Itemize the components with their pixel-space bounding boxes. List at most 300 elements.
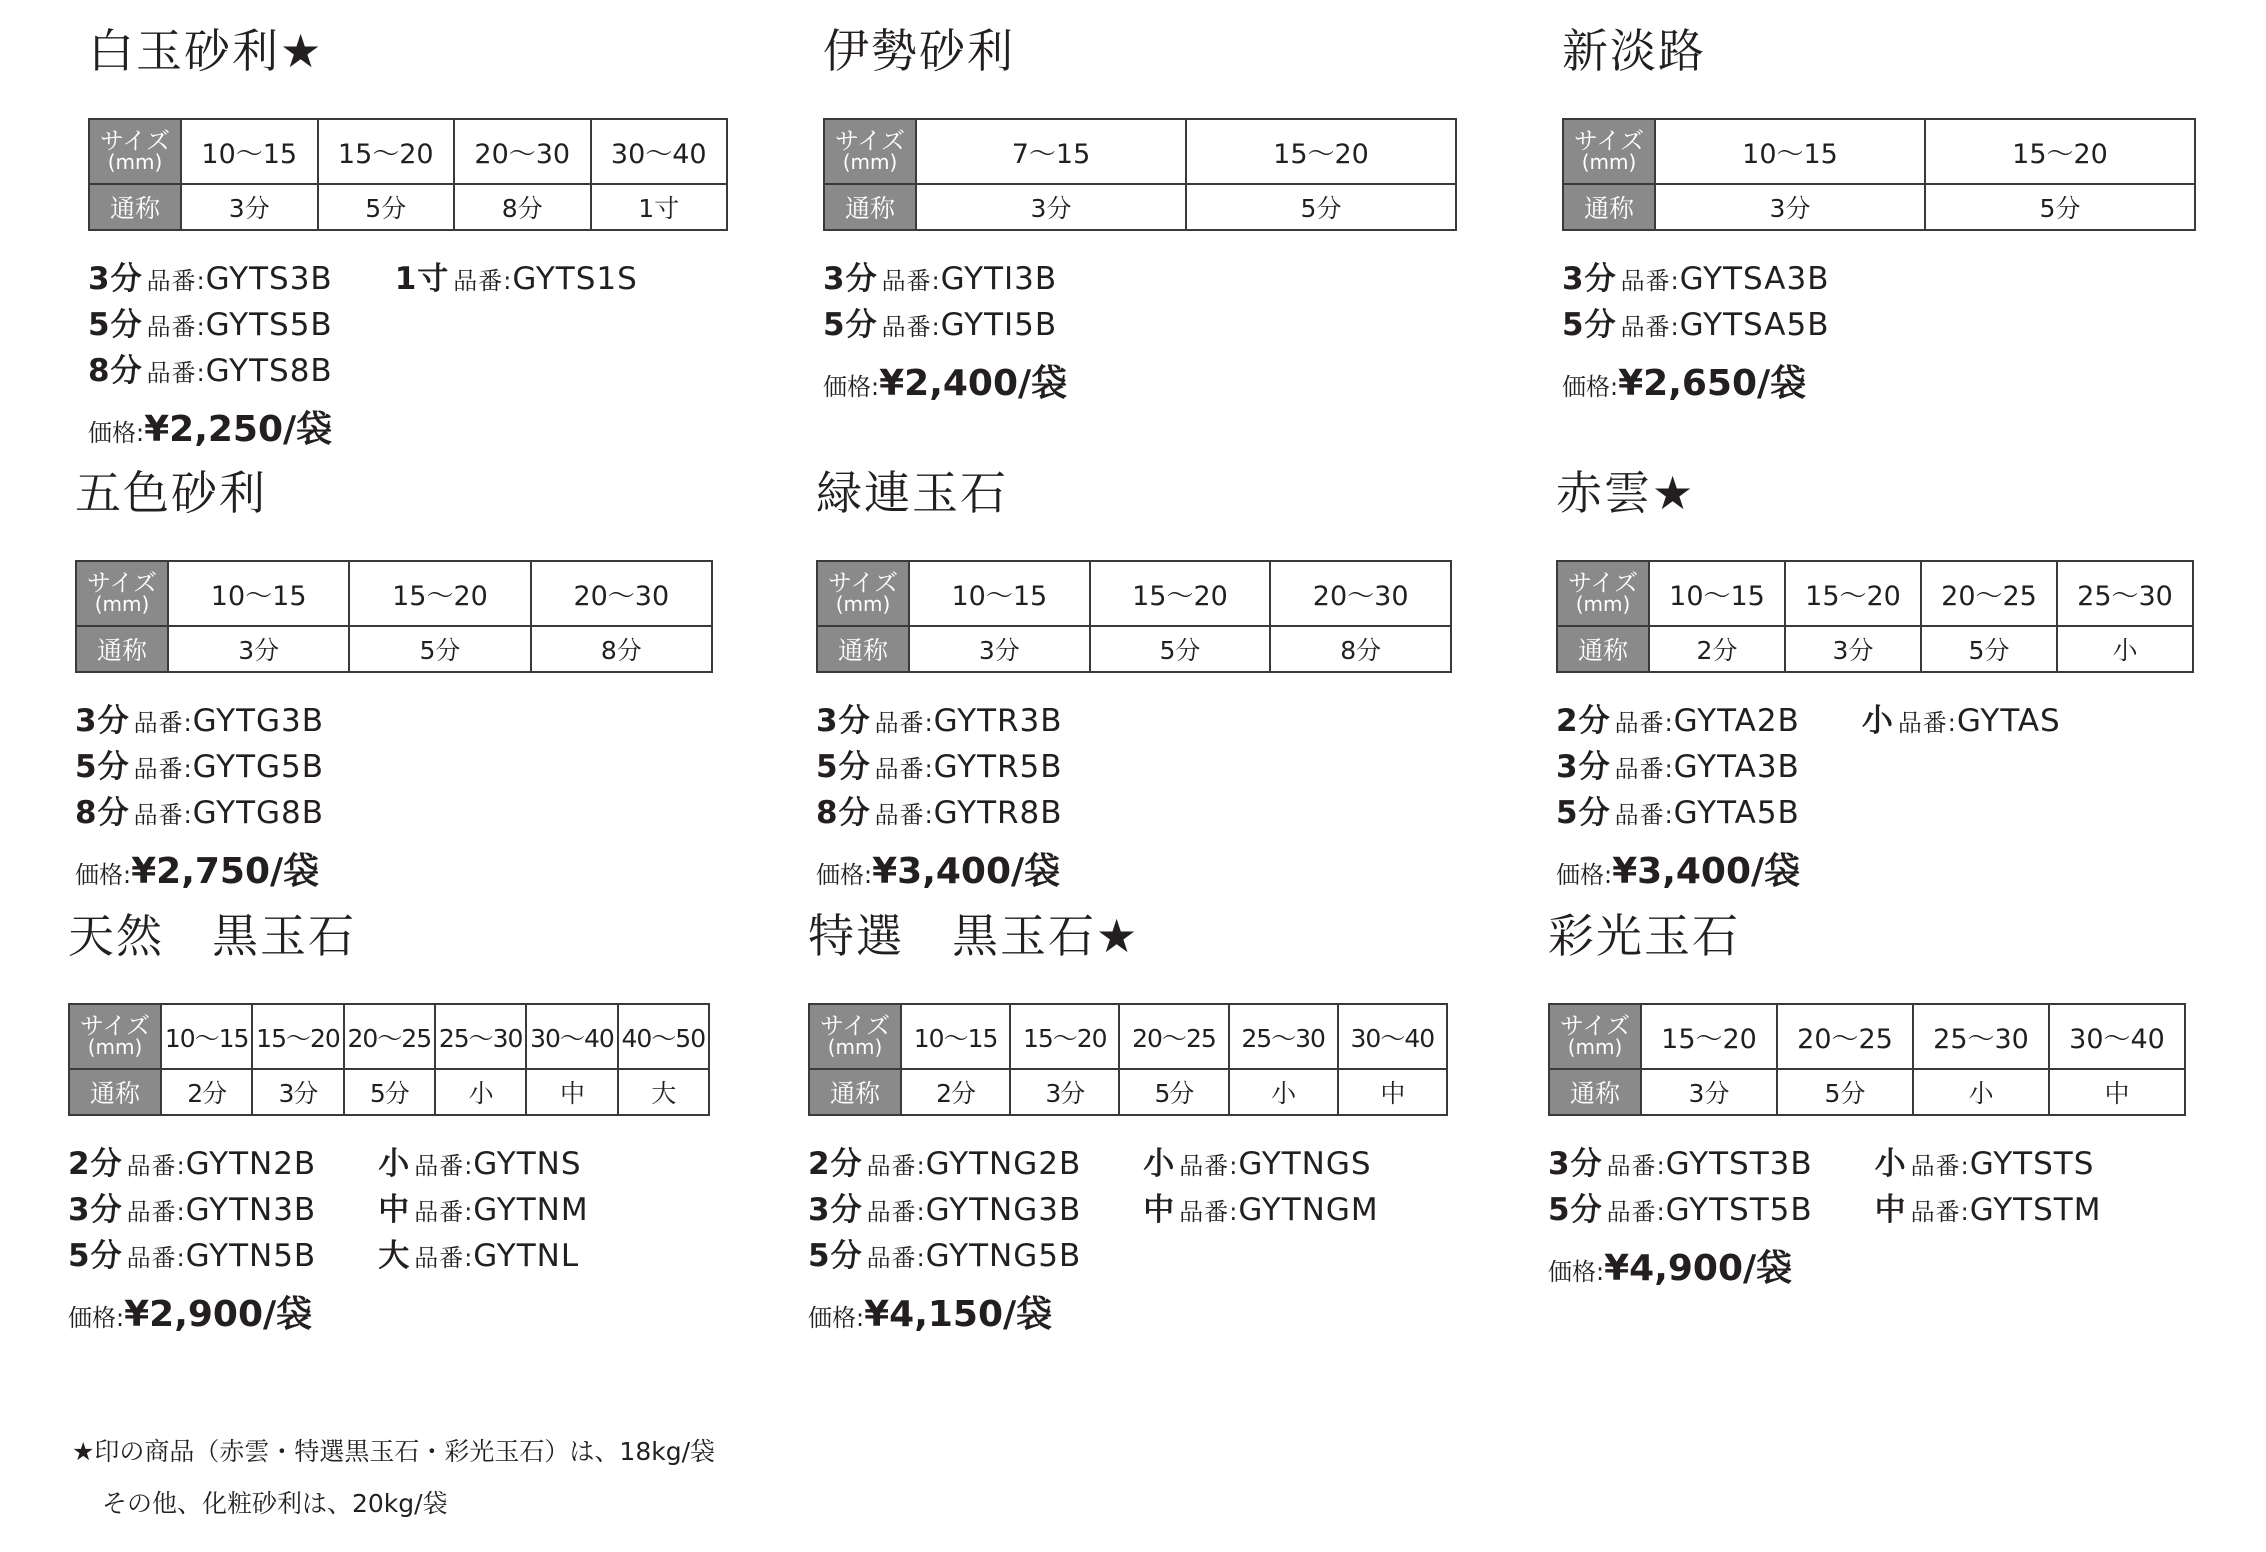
- code-line: [816, 745, 1063, 791]
- code-size: 5分: [68, 1238, 123, 1274]
- code-column: [1562, 257, 1829, 349]
- spec-row-name: [1557, 626, 2193, 672]
- size-header-label: サイズ: [1567, 568, 1639, 597]
- code-line: [75, 745, 324, 791]
- price-label: 価格:: [88, 419, 145, 447]
- code-column: [1862, 699, 2061, 837]
- product-title: 新淡路: [1562, 24, 1706, 78]
- code-value: GYTNL: [473, 1238, 580, 1274]
- code-size: 5分: [823, 307, 878, 343]
- code-size: 5分: [816, 749, 871, 785]
- code-line: [1556, 791, 1800, 837]
- code-value: GYTSTS: [1969, 1146, 2095, 1182]
- code-line: [808, 1234, 1081, 1280]
- size-header: [76, 561, 168, 626]
- size-cell: 15〜20: [1785, 561, 1921, 626]
- code-value: GYTSA3B: [1679, 261, 1830, 297]
- size-header-unit: (mm): [1575, 591, 1631, 616]
- code-line: [1143, 1142, 1378, 1188]
- price-label: 価格:: [1556, 861, 1613, 889]
- footnote-weight-other: その他、化粧砂利は、20kg/袋: [102, 1489, 448, 1518]
- code-size: 中: [378, 1192, 411, 1228]
- size-header-label: サイズ: [86, 568, 158, 597]
- name-cell: 3分: [252, 1069, 343, 1115]
- code-label: 品番:: [133, 709, 193, 737]
- code-value: GYTI3B: [940, 261, 1058, 297]
- price-label: 価格:: [68, 1304, 125, 1332]
- size-header-label: サイズ: [1573, 126, 1645, 155]
- price-label: 価格:: [75, 861, 132, 889]
- name-cell: 3分: [1655, 184, 1925, 230]
- code-line: [1875, 1142, 2102, 1188]
- product-title: 五色砂利: [75, 466, 267, 520]
- code-size: 大: [378, 1238, 411, 1274]
- name-header: 通称: [824, 184, 916, 230]
- size-cell: 10〜15: [1655, 119, 1925, 184]
- code-size: 3分: [75, 703, 130, 739]
- name-cell: 2分: [161, 1069, 252, 1115]
- size-cell: 20〜25: [1921, 561, 2057, 626]
- name-cell: 大: [618, 1069, 709, 1115]
- code-list: [88, 257, 738, 395]
- size-cell: 20〜30: [1270, 561, 1451, 626]
- size-cell: 20〜25: [1777, 1004, 1913, 1069]
- code-value: GYTG5B: [192, 749, 325, 785]
- code-line: [75, 791, 324, 837]
- code-line: [823, 257, 1057, 303]
- code-label: 品番:: [1606, 1152, 1666, 1180]
- product-block: [88, 24, 738, 452]
- code-value: GYTA5B: [1673, 795, 1800, 831]
- price-line: [1556, 843, 2206, 894]
- code-label: 品番:: [126, 1152, 186, 1180]
- spec-row-name: [89, 184, 727, 230]
- code-value: GYTNG5B: [925, 1238, 1082, 1274]
- code-size: 8分: [88, 353, 143, 389]
- product-title: 伊勢砂利: [823, 24, 1015, 78]
- price-line: [816, 843, 1466, 894]
- name-cell: 2分: [1649, 626, 1785, 672]
- code-size: 1寸: [394, 261, 450, 297]
- product-block: [1548, 909, 2198, 1291]
- price-line: [808, 1286, 1458, 1337]
- code-label: 品番:: [1614, 709, 1674, 737]
- spec-row-size: [1549, 1004, 2185, 1069]
- product-title: 特選 黒玉石★: [808, 909, 1140, 963]
- code-line: [808, 1188, 1081, 1234]
- code-size: 2分: [808, 1146, 863, 1182]
- code-size: 2分: [68, 1146, 123, 1182]
- code-label: 品番:: [414, 1244, 474, 1272]
- code-size: 3分: [816, 703, 871, 739]
- size-cell: 10〜15: [909, 561, 1090, 626]
- size-header: [1563, 119, 1655, 184]
- code-size: 5分: [75, 749, 130, 785]
- code-value: GYTAS: [1956, 703, 2061, 739]
- code-value: GYTG8B: [192, 795, 325, 831]
- code-value: GYTST5B: [1665, 1192, 1813, 1228]
- code-line: [378, 1188, 588, 1234]
- code-value: GYTSTM: [1969, 1192, 2102, 1228]
- size-cell: 30〜40: [1338, 1004, 1447, 1069]
- code-line: [1556, 745, 1800, 791]
- code-value: GYTS1S: [512, 261, 638, 297]
- code-label: 品番:: [866, 1152, 926, 1180]
- code-line: [68, 1188, 316, 1234]
- code-size: 5分: [1556, 795, 1611, 831]
- spec-row-size: [824, 119, 1456, 184]
- code-value: GYTN5B: [185, 1238, 317, 1274]
- code-label: 品番:: [1910, 1152, 1970, 1180]
- price-label: 価格:: [823, 373, 880, 401]
- price-value: ¥2,650/袋: [1618, 363, 1807, 404]
- code-column: [823, 257, 1057, 349]
- size-cell: 10〜15: [901, 1004, 1010, 1069]
- price-label: 価格:: [1548, 1258, 1605, 1286]
- price-value: ¥4,150/袋: [864, 1294, 1053, 1335]
- code-size: 5分: [1548, 1192, 1603, 1228]
- code-column: [1556, 699, 1800, 837]
- code-list: [1562, 257, 2212, 349]
- code-column: [395, 257, 638, 395]
- spec-table: [1548, 1003, 2186, 1116]
- name-header: 通称: [76, 626, 168, 672]
- spec-row-name: [69, 1069, 709, 1115]
- price-value: ¥2,400/袋: [879, 363, 1068, 404]
- name-cell: 2分: [901, 1069, 1010, 1115]
- size-cell: 15〜20: [1925, 119, 2195, 184]
- code-line: [1862, 699, 2061, 745]
- code-size: 8分: [816, 795, 871, 831]
- size-header-unit: (mm): [827, 1034, 883, 1059]
- code-size: 小: [1861, 703, 1894, 739]
- product-block: [1562, 24, 2212, 406]
- code-list: [1548, 1142, 2198, 1234]
- code-label: 品番:: [866, 1244, 926, 1272]
- price-line: [88, 401, 738, 452]
- name-cell: 5分: [1777, 1069, 1913, 1115]
- code-label: 品番:: [1620, 313, 1680, 341]
- spec-row-size: [1563, 119, 2195, 184]
- code-line: [1548, 1188, 1813, 1234]
- product-title: 緑連玉石: [816, 466, 1008, 520]
- spec-table: [75, 560, 713, 673]
- code-value: GYTNM: [473, 1192, 589, 1228]
- size-header-label: サイズ: [819, 1011, 891, 1040]
- name-cell: 5分: [1921, 626, 2057, 672]
- code-value: GYTNG3B: [925, 1192, 1082, 1228]
- code-label: 品番:: [881, 267, 941, 295]
- code-label: 品番:: [146, 313, 206, 341]
- code-label: 品番:: [133, 755, 193, 783]
- price-value: ¥2,750/袋: [131, 851, 320, 892]
- size-cell: 30〜40: [526, 1004, 617, 1069]
- code-label: 品番:: [1606, 1198, 1666, 1226]
- code-column: [68, 1142, 316, 1280]
- code-label: 品番:: [866, 1198, 926, 1226]
- price-value: ¥2,250/袋: [144, 409, 333, 450]
- size-header-unit: (mm): [1581, 149, 1637, 174]
- code-line: [1556, 699, 1800, 745]
- name-header: 通称: [89, 184, 181, 230]
- name-cell: 5分: [1119, 1069, 1228, 1115]
- product-block: [808, 909, 1458, 1337]
- name-cell: 8分: [531, 626, 712, 672]
- size-cell: 7〜15: [916, 119, 1186, 184]
- code-label: 品番:: [1179, 1152, 1239, 1180]
- code-size: 8分: [75, 795, 130, 831]
- price-line: [75, 843, 725, 894]
- code-label: 品番:: [126, 1244, 186, 1272]
- size-header: [809, 1004, 901, 1069]
- size-header: [1557, 561, 1649, 626]
- code-value: GYTS8B: [205, 353, 333, 389]
- name-cell: 中: [526, 1069, 617, 1115]
- code-label: 品番:: [874, 755, 934, 783]
- code-size: 5分: [1562, 307, 1617, 343]
- code-line: [1875, 1188, 2102, 1234]
- spec-row-name: [76, 626, 712, 672]
- name-cell: 5分: [349, 626, 530, 672]
- spec-table: [68, 1003, 710, 1116]
- name-cell: 3分: [168, 626, 349, 672]
- code-column: [75, 699, 324, 837]
- name-cell: 3分: [181, 184, 318, 230]
- size-cell: 15〜20: [1186, 119, 1456, 184]
- spec-row-size: [89, 119, 727, 184]
- price-line: [1548, 1240, 2198, 1291]
- product-title: 彩光玉石: [1548, 909, 1740, 963]
- price-value: ¥3,400/袋: [1612, 851, 1801, 892]
- code-value: GYTNS: [473, 1146, 582, 1182]
- code-label: 品番:: [146, 267, 206, 295]
- spec-row-size: [76, 561, 712, 626]
- code-column: [378, 1142, 588, 1280]
- size-cell: 15〜20: [252, 1004, 343, 1069]
- name-cell: 5分: [1925, 184, 2195, 230]
- code-value: GYTA3B: [1673, 749, 1800, 785]
- code-line: [823, 303, 1057, 349]
- code-size: 2分: [1556, 703, 1611, 739]
- code-label: 品番:: [1179, 1198, 1239, 1226]
- code-size: 5分: [808, 1238, 863, 1274]
- price-value: ¥2,900/袋: [124, 1294, 313, 1335]
- name-cell: 3分: [916, 184, 1186, 230]
- code-line: [808, 1142, 1081, 1188]
- spec-row-name: [1549, 1069, 2185, 1115]
- price-line: [823, 355, 1473, 406]
- code-value: GYTA2B: [1673, 703, 1800, 739]
- name-header: 通称: [817, 626, 909, 672]
- code-label: 品番:: [453, 267, 513, 295]
- name-cell: 8分: [1270, 626, 1451, 672]
- code-value: GYTS3B: [205, 261, 333, 297]
- size-header-unit: (mm): [94, 591, 150, 616]
- name-cell: 小: [1913, 1069, 2049, 1115]
- name-cell: 小: [1229, 1069, 1338, 1115]
- price-label: 価格:: [1562, 373, 1619, 401]
- code-value: GYTN2B: [185, 1146, 317, 1182]
- name-cell: 1寸: [591, 184, 728, 230]
- spec-row-name: [817, 626, 1451, 672]
- code-label: 品番:: [146, 359, 206, 387]
- code-value: GYTN3B: [185, 1192, 317, 1228]
- code-label: 品番:: [881, 313, 941, 341]
- name-cell: 5分: [1090, 626, 1271, 672]
- code-column: [88, 257, 333, 395]
- code-line: [88, 349, 333, 395]
- code-value: GYTG3B: [192, 703, 325, 739]
- code-list: [1556, 699, 2206, 837]
- name-header: 通称: [809, 1069, 901, 1115]
- price-line: [68, 1286, 718, 1337]
- spec-table: [823, 118, 1457, 231]
- spec-row-size: [817, 561, 1451, 626]
- size-cell: 30〜40: [591, 119, 728, 184]
- name-cell: 小: [435, 1069, 526, 1115]
- spec-row-size: [69, 1004, 709, 1069]
- code-column: [808, 1142, 1081, 1280]
- name-cell: 中: [2049, 1069, 2185, 1115]
- code-size: 3分: [1548, 1146, 1603, 1182]
- code-line: [816, 699, 1063, 745]
- code-size: 3分: [88, 261, 143, 297]
- code-line: [88, 257, 333, 303]
- size-cell: 15〜20: [1641, 1004, 1777, 1069]
- code-size: 5分: [88, 307, 143, 343]
- spec-row-size: [809, 1004, 1447, 1069]
- price-label: 価格:: [816, 861, 873, 889]
- size-cell: 10〜15: [1649, 561, 1785, 626]
- name-cell: 5分: [344, 1069, 435, 1115]
- code-size: 小: [378, 1146, 411, 1182]
- size-cell: 25〜30: [2057, 561, 2193, 626]
- code-column: [816, 699, 1063, 837]
- code-size: 3分: [1556, 749, 1611, 785]
- code-list: [816, 699, 1466, 837]
- name-cell: 3分: [1641, 1069, 1777, 1115]
- code-size: 3分: [808, 1192, 863, 1228]
- code-label: 品番:: [1614, 801, 1674, 829]
- code-label: 品番:: [1614, 755, 1674, 783]
- spec-row-name: [824, 184, 1456, 230]
- code-value: GYTNG2B: [925, 1146, 1082, 1182]
- spec-row-name: [1563, 184, 2195, 230]
- product-block: [823, 24, 1473, 406]
- code-label: 品番:: [1897, 709, 1957, 737]
- code-value: GYTSA5B: [1679, 307, 1830, 343]
- spec-table: [816, 560, 1452, 673]
- size-header-label: サイズ: [1559, 1011, 1631, 1040]
- code-column: [1875, 1142, 2102, 1234]
- code-label: 品番:: [874, 801, 934, 829]
- size-header-unit: (mm): [835, 591, 891, 616]
- code-line: [1562, 257, 1829, 303]
- size-cell: 15〜20: [1010, 1004, 1119, 1069]
- size-cell: 15〜20: [318, 119, 455, 184]
- code-size: 3分: [1562, 261, 1617, 297]
- code-line: [378, 1234, 588, 1280]
- size-cell: 20〜30: [454, 119, 591, 184]
- spec-table: [1562, 118, 2196, 231]
- code-size: 小: [1874, 1146, 1907, 1182]
- size-cell: 30〜40: [2049, 1004, 2185, 1069]
- product-block: [75, 466, 725, 894]
- code-value: GYTNGS: [1238, 1146, 1372, 1182]
- name-cell: 5分: [318, 184, 455, 230]
- name-cell: 5分: [1186, 184, 1456, 230]
- spec-table: [808, 1003, 1448, 1116]
- name-header: 通称: [1549, 1069, 1641, 1115]
- footnote-weight-star: ★印の商品（赤雲・特選黒玉石・彩光玉石）は、18kg/袋: [72, 1437, 715, 1466]
- code-value: GYTNGM: [1238, 1192, 1379, 1228]
- code-line: [68, 1142, 316, 1188]
- name-header: 通称: [1557, 626, 1649, 672]
- code-line: [1143, 1188, 1378, 1234]
- code-size: 3分: [823, 261, 878, 297]
- code-label: 品番:: [1910, 1198, 1970, 1226]
- product-block: [1556, 466, 2206, 894]
- size-header-label: サイズ: [79, 1011, 151, 1040]
- code-line: [68, 1234, 316, 1280]
- size-header: [89, 119, 181, 184]
- price-value: ¥3,400/袋: [872, 851, 1061, 892]
- code-label: 品番:: [414, 1152, 474, 1180]
- product-block: [68, 909, 718, 1337]
- size-header-unit: (mm): [87, 1034, 143, 1059]
- code-size: 小: [1143, 1146, 1176, 1182]
- code-list: [823, 257, 1473, 349]
- product-block: [816, 466, 1466, 894]
- name-header: 通称: [1563, 184, 1655, 230]
- size-cell: 25〜30: [1913, 1004, 2049, 1069]
- code-line: [75, 699, 324, 745]
- name-header: 通称: [69, 1069, 161, 1115]
- code-size: 中: [1874, 1192, 1907, 1228]
- code-value: GYTR3B: [933, 703, 1063, 739]
- size-cell: 20〜25: [344, 1004, 435, 1069]
- code-line: [1548, 1142, 1813, 1188]
- name-cell: 3分: [1010, 1069, 1119, 1115]
- size-cell: 15〜20: [1090, 561, 1271, 626]
- product-title: 天然 黒玉石: [68, 909, 356, 963]
- name-cell: 中: [1338, 1069, 1447, 1115]
- code-column: [1548, 1142, 1813, 1234]
- spec-table: [88, 118, 728, 231]
- size-header: [69, 1004, 161, 1069]
- code-line: [378, 1142, 588, 1188]
- product-title: 赤雲★: [1556, 466, 1696, 520]
- code-column: [1143, 1142, 1378, 1280]
- name-cell: 3分: [909, 626, 1090, 672]
- code-line: [1562, 303, 1829, 349]
- size-cell: 40〜50: [618, 1004, 709, 1069]
- size-cell: 25〜30: [1229, 1004, 1338, 1069]
- size-header-label: サイズ: [834, 126, 906, 155]
- size-cell: 20〜30: [531, 561, 712, 626]
- name-cell: 小: [2057, 626, 2193, 672]
- size-header-label: サイズ: [827, 568, 899, 597]
- code-value: GYTS5B: [205, 307, 333, 343]
- size-header-unit: (mm): [1567, 1034, 1623, 1059]
- size-header-unit: (mm): [842, 149, 898, 174]
- code-list: [75, 699, 725, 837]
- price-line: [1562, 355, 2212, 406]
- code-value: GYTI5B: [940, 307, 1058, 343]
- size-header-unit: (mm): [107, 149, 163, 174]
- code-line: [816, 791, 1063, 837]
- name-cell: 3分: [1785, 626, 1921, 672]
